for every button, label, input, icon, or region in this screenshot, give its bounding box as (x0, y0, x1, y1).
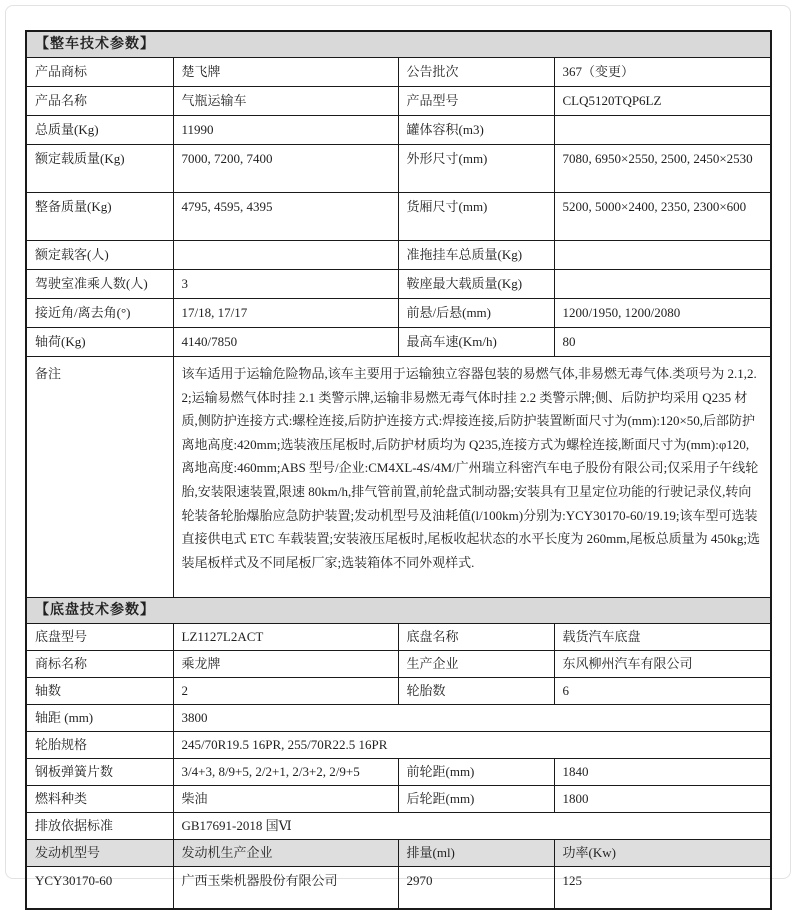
param-label: 产品商标 (26, 58, 173, 87)
param-value: 1200/1950, 1200/2080 (554, 299, 771, 328)
engine-column-header: 发动机生产企业 (173, 840, 398, 867)
engine-header-row (26, 840, 771, 867)
param-value: 367（变更） (554, 58, 771, 87)
param-label: 前悬/后悬(mm) (398, 299, 554, 328)
param-label: 准拖挂车总质量(Kg) (398, 241, 554, 270)
table-row (26, 624, 771, 651)
param-value (173, 241, 398, 270)
param-value: 3/4+3, 8/9+5, 2/2+1, 2/3+2, 2/9+5 (173, 759, 398, 786)
param-label: 前轮距(mm) (398, 759, 554, 786)
table-row (26, 678, 771, 705)
param-label: 生产企业 (398, 651, 554, 678)
param-label: 货厢尺寸(mm) (398, 193, 554, 241)
section-title-vehicle: 【整车技术参数】 (26, 31, 771, 58)
param-value: 7080, 6950×2550, 2500, 2450×2530 (554, 145, 771, 193)
param-label: 最高车速(Km/h) (398, 328, 554, 357)
param-value: CLQ5120TQP6LZ (554, 87, 771, 116)
param-label: 底盘型号 (26, 624, 173, 651)
param-label: 轴荷(Kg) (26, 328, 173, 357)
param-value (554, 270, 771, 299)
param-label: 轮胎数 (398, 678, 554, 705)
param-value: 11990 (173, 116, 398, 145)
param-value: 3 (173, 270, 398, 299)
table-row (26, 651, 771, 678)
engine-column-header: 排量(ml) (398, 840, 554, 867)
param-label: 轴距 (mm) (26, 705, 173, 732)
param-label: 额定载客(人) (26, 241, 173, 270)
param-label: 产品型号 (398, 87, 554, 116)
param-value: 柴油 (173, 786, 398, 813)
param-value: LZ1127L2ACT (173, 624, 398, 651)
table-row (26, 328, 771, 357)
param-label: 罐体容积(m3) (398, 116, 554, 145)
table-row (26, 241, 771, 270)
param-value: 载货汽车底盘 (554, 624, 771, 651)
param-label: 轴数 (26, 678, 173, 705)
param-value: 乘龙牌 (173, 651, 398, 678)
param-label: 底盘名称 (398, 624, 554, 651)
param-value: 3800 (173, 705, 771, 732)
table-row (26, 813, 771, 840)
remark-text: 该车适用于运输危险物品,该车主要用于运输独立容器包装的易燃气体,非易燃无毒气体.类项号为 2.1,2.2;运输易燃气体时挂 2.1 类警示牌,运输非易燃无毒气体时挂 2.2 类警示牌;侧、后防护均采用 Q235 材质,侧防护连接方式:螺栓连接,后防护连接方式:焊接连接,后防护装置断面尺寸为(mm):120×50,后部防护离地高度:420mm;选装液压尾板时,后防护材质均为 Q235,连接方式为螺栓连接,断面尺寸为(mm):φ120,离地高度:460mm;ABS 型号/企业:CM4XL-4S/4M/广州瑞立科密汽车电子股份有限公司;仅采用子午线轮胎,安装限速装置,限速 80km/h,排气管前置,前轮盘式制动器;安装具有卫星定位功能的行驶记录仪,转向轮装备轮胎爆胎应急防护装置;发动机型号及油耗值(l/100km)分别为:YCY30170-60/19.19;该车型可选装直接供电式 ETC 车载装置;安装液压尾板时,尾板收起状态的水平长度为 260mm,尾板总质量为 450kg;选装尾板样式及不同尾板厂家;选装箱体不同外观样式. (173, 357, 771, 598)
param-value: 80 (554, 328, 771, 357)
engine-column-header: 功率(Kw) (554, 840, 771, 867)
engine-power: 125 (554, 867, 771, 910)
param-label: 产品名称 (26, 87, 173, 116)
table-row (26, 116, 771, 145)
engine-data-row (26, 867, 771, 910)
table-row (26, 87, 771, 116)
param-label: 驾驶室准乘人数(人) (26, 270, 173, 299)
param-value: 4140/7850 (173, 328, 398, 357)
param-label: 整备质量(Kg) (26, 193, 173, 241)
param-label: 轮胎规格 (26, 732, 173, 759)
table-row (26, 759, 771, 786)
param-value: 245/70R19.5 16PR, 255/70R22.5 16PR (173, 732, 771, 759)
param-value (554, 116, 771, 145)
param-value: 楚飞牌 (173, 58, 398, 87)
table-row (26, 299, 771, 328)
section-header-vehicle (26, 31, 771, 58)
param-value: 气瓶运输车 (173, 87, 398, 116)
param-label: 公告批次 (398, 58, 554, 87)
remark-label: 备注 (26, 357, 173, 598)
param-label: 后轮距(mm) (398, 786, 554, 813)
param-label: 排放依据标准 (26, 813, 173, 840)
param-value: 1800 (554, 786, 771, 813)
param-value: 2 (173, 678, 398, 705)
param-value: GB17691-2018 国Ⅵ (173, 813, 771, 840)
param-value: 6 (554, 678, 771, 705)
table-row (26, 58, 771, 87)
param-label: 燃料种类 (26, 786, 173, 813)
remark-row (26, 357, 771, 598)
vehicle-spec-table (25, 30, 772, 910)
param-value: 1840 (554, 759, 771, 786)
param-value: 7000, 7200, 7400 (173, 145, 398, 193)
engine-column-header: 发动机型号 (26, 840, 173, 867)
param-value: 4795, 4595, 4395 (173, 193, 398, 241)
table-row (26, 786, 771, 813)
param-label: 接近角/离去角(°) (26, 299, 173, 328)
engine-displacement: 2970 (398, 867, 554, 910)
table-row (26, 270, 771, 299)
param-label: 总质量(Kg) (26, 116, 173, 145)
section-header-chassis (26, 598, 771, 624)
param-label: 额定载质量(Kg) (26, 145, 173, 193)
table-row (26, 732, 771, 759)
param-label: 鞍座最大载质量(Kg) (398, 270, 554, 299)
param-label: 商标名称 (26, 651, 173, 678)
table-row (26, 193, 771, 241)
engine-model: YCY30170-60 (26, 867, 173, 910)
table-row (26, 145, 771, 193)
table-row (26, 705, 771, 732)
param-value: 5200, 5000×2400, 2350, 2300×600 (554, 193, 771, 241)
param-value (554, 241, 771, 270)
engine-manufacturer: 广西玉柴机器股份有限公司 (173, 867, 398, 910)
param-label: 钢板弹簧片数 (26, 759, 173, 786)
section-title-chassis: 【底盘技术参数】 (26, 598, 771, 624)
param-value: 东风柳州汽车有限公司 (554, 651, 771, 678)
param-label: 外形尺寸(mm) (398, 145, 554, 193)
param-value: 17/18, 17/17 (173, 299, 398, 328)
